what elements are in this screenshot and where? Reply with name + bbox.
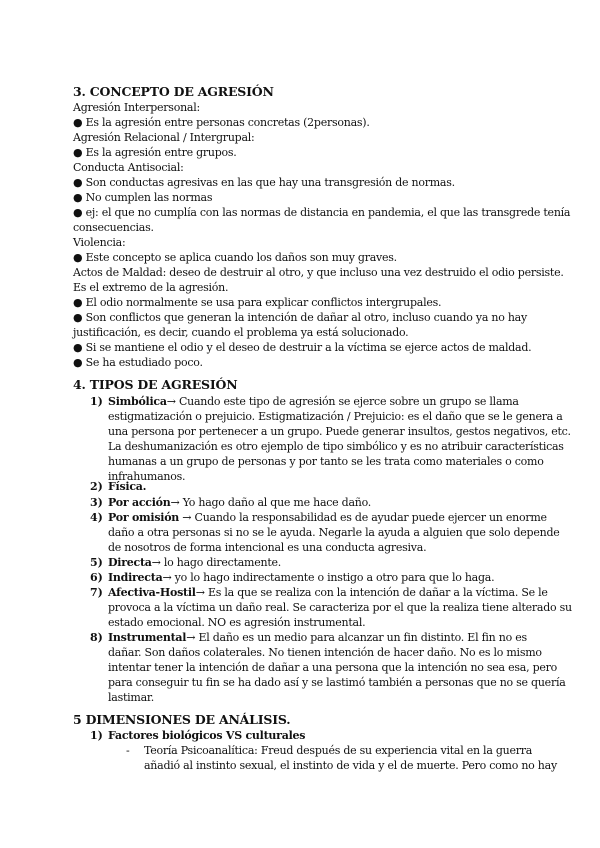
- text-line: justificación, es decir, cuando el problema ya está solucionado.: [73, 326, 409, 339]
- list-line: para conseguir tu fin se ha dado así y se lastimó también a personas que no se quería: [108, 676, 566, 689]
- list-line: [108, 556, 281, 570]
- arrow: →: [179, 511, 192, 524]
- arrow: →: [151, 556, 161, 569]
- list-line: humanas a un grupo de personas y por tanto se les trata como materiales o como: [108, 455, 544, 468]
- list-line: intentar tener la intención de dañar a una persona que la intención no sea esa, pero: [108, 661, 557, 674]
- arrow: →: [166, 395, 176, 408]
- list-number: 3): [90, 496, 103, 509]
- text: Es la que se realiza con la intención de dañar a la víctima. Se le: [204, 586, 548, 599]
- bullet-line: ● Es la agresión entre grupos.: [73, 146, 237, 159]
- list-line: lastimar.: [108, 691, 154, 704]
- list-line: La deshumanización es otro ejemplo de tipo simbólico y es no atribuir características: [108, 440, 564, 453]
- term: Instrumental: [108, 631, 187, 644]
- text: Cuando este tipo de agresión se ejerce sobre un grupo se llama: [175, 395, 519, 408]
- section-4-heading: 4. TIPOS DE AGRESIÓN: [73, 377, 238, 392]
- term: Indirecta: [108, 571, 163, 584]
- term: Física.: [108, 480, 147, 493]
- list-line: estigmatización o prejuicio. Estigmatización / Prejuicio: es el daño que se le genera a: [108, 410, 563, 423]
- list-line: provoca a la víctima un daño real. Se caracteriza por el que la realiza tiene alterado su: [108, 601, 572, 614]
- term: Factores biológicos VS culturales: [108, 729, 306, 742]
- text: Cuando la responsabilidad es de ayudar puede ejercer un enorme: [191, 511, 547, 524]
- list-number: 5): [90, 556, 103, 569]
- term: Afectiva-Hostil: [108, 586, 196, 599]
- text-line: Es el extremo de la agresión.: [73, 281, 229, 294]
- list-line: infrahumanos.: [108, 470, 186, 483]
- text: El daño es un medio para alcanzar un fin distinto. El fin no es: [195, 631, 527, 644]
- list-number: 1): [90, 729, 103, 742]
- bullet-line: ● Se ha estudiado poco.: [73, 356, 203, 369]
- list-line: [108, 496, 371, 510]
- bullet-line: ● Es la agresión entre personas concretas (2personas).: [73, 116, 370, 129]
- list-line: estado emocional. NO es agresión instrumental.: [108, 616, 366, 629]
- text: yo lo hago indirectamente o instigo a otro para que lo haga.: [171, 571, 495, 584]
- text-line: Actos de Maldad: deseo de destruir al otro, y que incluso una vez destruido el odio persiste.: [73, 266, 564, 279]
- list-line: daño a otra personas si no se le ayuda. Negarle la ayuda a alguien que solo depende: [108, 526, 560, 539]
- list-number: 6): [90, 571, 103, 584]
- bullet-line: ● Son conductas agresivas en las que hay una transgresión de normas.: [73, 176, 455, 189]
- text: Yo hago daño al que me hace daño.: [179, 496, 372, 509]
- bullet-line: ● El odio normalmente se usa para explicar conflictos intergrupales.: [73, 296, 442, 309]
- term: Por omisión: [108, 511, 180, 524]
- list-line: [108, 480, 146, 494]
- term: Directa: [108, 556, 152, 569]
- arrow: →: [170, 496, 180, 509]
- list-number: 2): [90, 480, 103, 493]
- list-line: [108, 511, 547, 525]
- bullet-line: ● Este concepto se aplica cuando los daños son muy graves.: [73, 251, 397, 264]
- list-line: dañar. Son daños colaterales. No tienen intención de hacer daño. No es lo mismo: [108, 646, 542, 659]
- section-3-heading: 3. CONCEPTO DE AGRESIÓN: [73, 84, 274, 99]
- list-line: Teoría Psicoanalítica: Freud después de su experiencia vital en la guerra: [144, 744, 533, 757]
- bullet-line: ● Son conflictos que generan la intención de dañar al otro, incluso cuando ya no hay: [73, 311, 527, 324]
- dash-marker: -: [126, 744, 130, 757]
- list-line: añadió al instinto sexual, el instinto de vida y el de muerte. Pero como no hay: [144, 759, 557, 772]
- section-5-heading: 5 DIMENSIONES DE ANÁLISIS.: [73, 712, 291, 727]
- list-number: 4): [90, 511, 103, 524]
- list-number: 8): [90, 631, 103, 644]
- arrow: →: [162, 571, 172, 584]
- text-line: Agresión Interpersonal:: [73, 101, 200, 114]
- arrow: →: [195, 586, 205, 599]
- list-line: una persona por pertenecer a un grupo. Puede generar insultos, gestos negativos, etc.: [108, 425, 571, 438]
- list-line: [108, 586, 548, 600]
- bullet-line: ● No cumplen las normas: [73, 191, 213, 204]
- text-line: Agresión Relacional / Intergrupal:: [73, 131, 255, 144]
- term: Por acción: [108, 496, 171, 509]
- bullet-line: ● ej: el que no cumplía con las normas de distancia en pandemia, el que las transgrede tenía: [73, 206, 571, 219]
- list-number: 7): [90, 586, 103, 599]
- text-line: consecuencias.: [73, 221, 154, 234]
- bullet-line: ● Si se mantiene el odio y el deseo de destruir a la víctima se ejerce actos de maldad.: [73, 341, 532, 354]
- list-number: 1): [90, 395, 103, 408]
- text-line: Violencia:: [73, 236, 126, 249]
- list-line: [108, 395, 519, 409]
- list-line: [108, 631, 527, 645]
- list-line: de nosotros de forma intencional es una conducta agresiva.: [108, 541, 427, 554]
- subsection-title: [108, 729, 305, 743]
- text-line: Conducta Antisocial:: [73, 161, 184, 174]
- list-line: [108, 571, 494, 585]
- term: Simbólica: [108, 395, 167, 408]
- arrow: →: [186, 631, 196, 644]
- text: lo hago directamente.: [160, 556, 281, 569]
